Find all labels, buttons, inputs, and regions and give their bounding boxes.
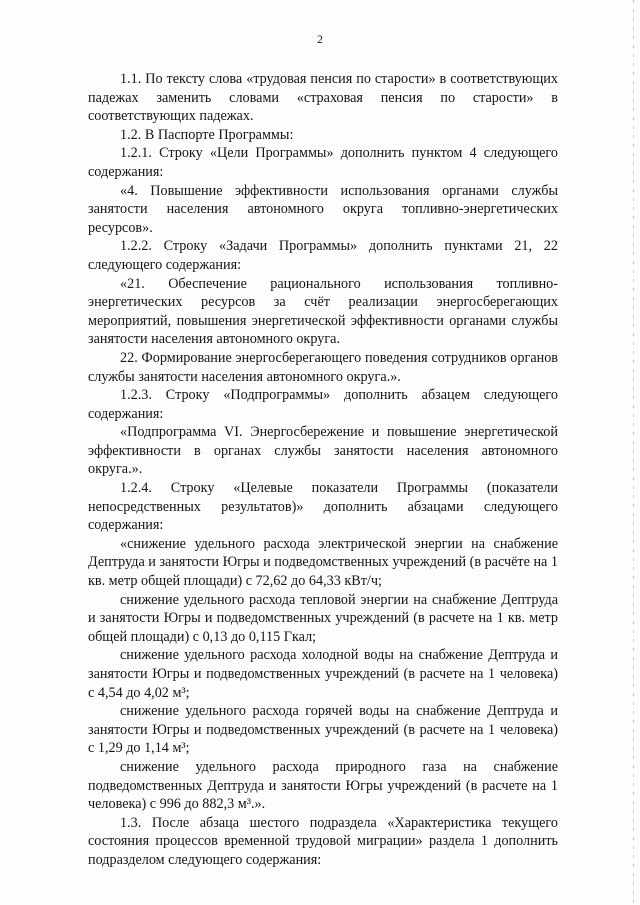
paragraph-1-3: 1.3. После абзаца шестого подраздела «Характеристика текущего состояния процессов временной трудовой миграции» раздела 1 дополнить подразделом следующего содержания: <box>88 814 558 868</box>
paragraph-1-2: 1.2. В Паспорте Программы: <box>120 126 294 143</box>
paragraph-natural-gas: снижение удельного расхода природного газа на снабжение подведомственных Дептруда и занятости Югры учреждений (в расчете на 1 человека) с 996 до 882,3 м³.». <box>88 758 558 813</box>
paragraph-1-2-4: 1.2.4. Строку «Целевые показатели Программы (показатели непосредственных результатов)» дополнить абзацами следующего содержания: <box>88 480 558 534</box>
document-body <box>88 70 558 870</box>
paragraph-electricity: «снижение удельного расхода электрической энергии на снабжение Дептруда и занятости Югры и подведомственных учреждений (в расчёте на 1 кв. метр общей площади) с 72,62 до 64,33 кВт/ч; <box>88 535 558 590</box>
paragraph-goal-4: «4. Повышение эффективности использования органами службы занятости населения автономного округа топливно-энергетических ресурсов». <box>88 182 558 236</box>
paragraph-task-22: 22. Формирование энергосберегающего поведения сотрудников органов службы занятости населения автономного округа.». <box>88 349 558 385</box>
paragraph-1-2-1: 1.2.1. Строку «Цели Программы» дополнить пунктом 4 следующего содержания: <box>88 145 558 180</box>
page-number: 2 <box>317 32 323 46</box>
scan-edge-artifact <box>633 0 634 905</box>
paragraph-hot-water: снижение удельного расхода горячей воды на снабжение Дептруда и занятости Югры и подведомственных учреждений (в расчете на 1 человека) с 1,29 до 1,14 м³; <box>88 703 558 757</box>
paragraph-task-21: «21. Обеспечение рационального использования топливно-энергетических ресурсов за счёт реализации энергосберегающих мероприятий, повышения энергетической эффективности органами службы занятости населения автономного округа. <box>88 275 558 348</box>
paragraph-subprogram-6: «Подпрограмма VI. Энергосбережение и повышение энергетической эффективности в органах службы занятости населения автономного округа.». <box>88 424 558 478</box>
paragraph-1-2-2: 1.2.2. Строку «Задачи Программы» дополнить пунктами 21, 22 следующего содержания: <box>88 238 558 273</box>
paragraph-1-2-3: 1.2.3. Строку «Подпрограммы» дополнить абзацем следующего содержания: <box>88 387 558 422</box>
paragraph-heat: снижение удельного расхода тепловой энергии на снабжение Дептруда и занятости Югры и подведомственных учреждений (в расчете на 1 кв. метр общей площади) с 0,13 до 0,115 Гкал; <box>88 591 558 645</box>
paragraph-cold-water: снижение удельного расхода холодной воды на снабжение Дептруда и занятости Югры и подведомственных учреждений (в расчете на 1 человека) с 4,54 до 4,02 м³; <box>88 647 558 701</box>
paragraph-1-1: 1.1. По тексту слова «трудовая пенсия по старости» в соответствующих падежах заменить словами «страховая пенсия по старости» в соответствующих падежах. <box>88 71 558 125</box>
